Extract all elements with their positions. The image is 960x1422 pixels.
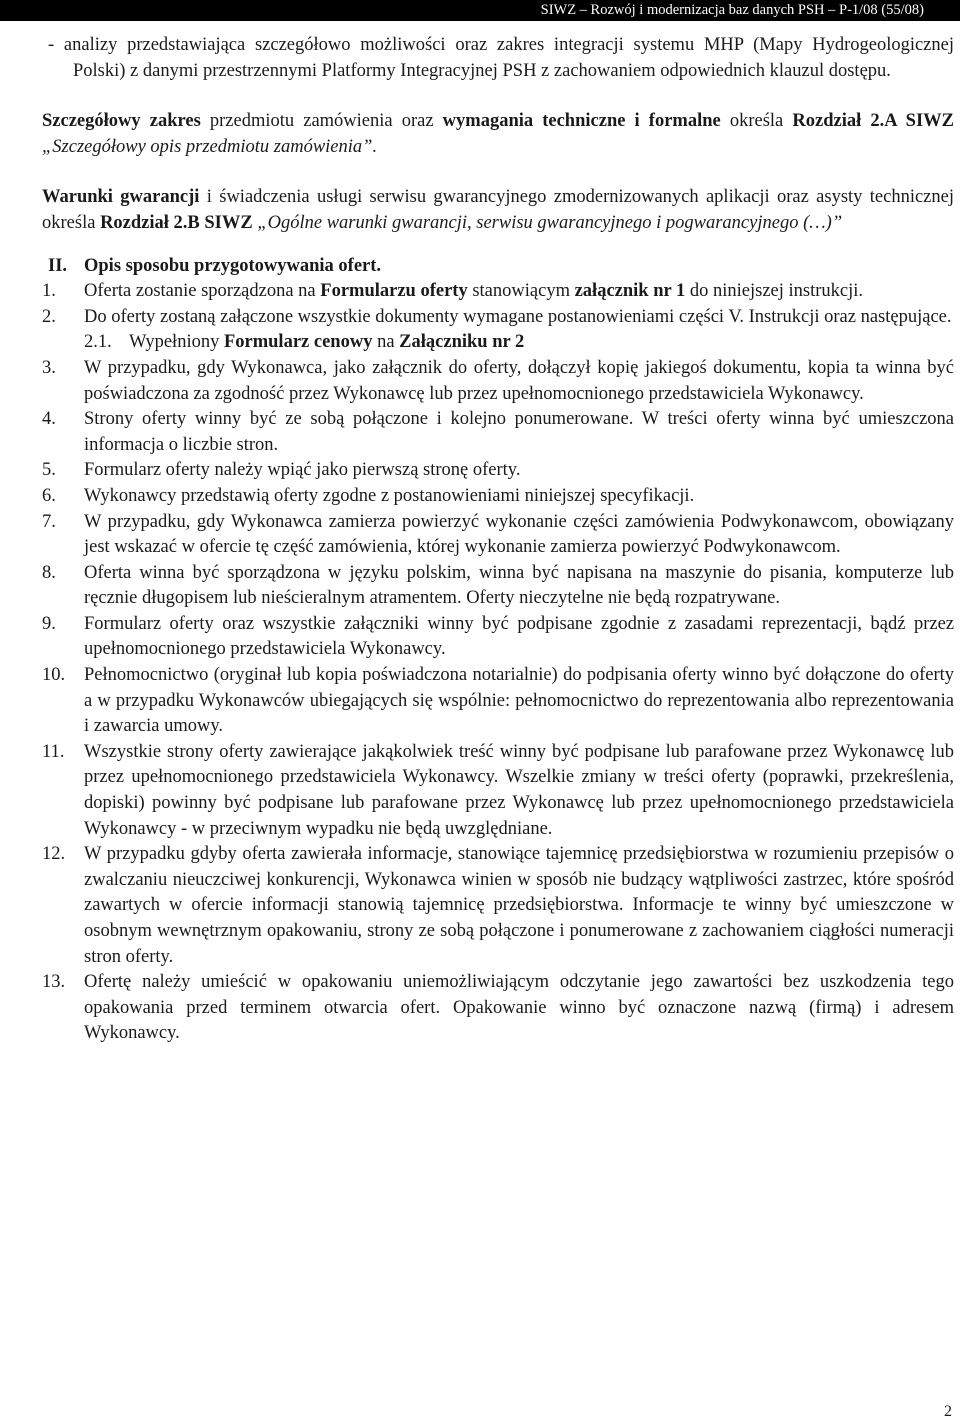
sub-list-item-text [129,330,524,356]
scope-italic-1: „Szczegółowy opis przedmiotu zamówienia”. [42,136,378,157]
list-item [42,279,954,305]
warranty-text-1: i świadczenia usługi serwisu gwarancyjnego zmodernizowanych aplikacji oraz asysty technicznej określa [42,187,954,233]
list-item-number: 9. [42,613,56,634]
document-header [0,0,960,21]
list-item-number: 8. [42,562,56,583]
item1-text-2: stanowiącym [467,281,575,302]
list-item [42,484,954,510]
list-item-number: 4. [42,409,56,430]
list-item-text: Formularz oferty oraz wszystkie załączniki winny być podpisane zgodnie z zasadami reprezentacji, bądź przez upełnomocnionego przedstawiciela Wykonawcy. [84,613,954,660]
instructions-list [42,279,954,1047]
list-item-text: Strony oferty winny być ze sobą połączone i kolejno ponumerowane. W treści oferty winna być umieszczona informacja o liczbie stron. [84,409,954,455]
scope-bold-2: wymagania techniczne i formalne [442,111,721,132]
list-item [42,740,954,842]
list-item-number: 12. [42,844,66,865]
item1-bold-1: Formularzu oferty [320,281,468,302]
warranty-bold-2: Rozdział 2. [100,212,188,233]
list-item [42,458,954,484]
list-item-text: W przypadku gdyby oferta zawierała informacje, stanowiące tajemnicę przedsiębiorstwa w rozumieniu przepisów o zwalczaniu nieuczciwej konkurencji, Wykonawca winien w sposób nie budzący wątpliwości zastrzec, które spośród zawartych w ofercie informacji stanowią tajemnicę przedsiębiorstwa. Informacje te winny być umieszczone w osobnym wewnętrznym opakowaniu, strony ze sobą połączone i ponumerowane z zachowaniem ciągłości numeracji stron oferty. [84,844,954,967]
list-item-number: 2. [42,306,56,327]
list-item-text: Pełnomocnictwo (oryginał lub kopia poświadczona notarialnie) do podpisania oferty winno być dołączone do oferty a w przypadku Wykonawców ubiegających się wspólnie: pełnomocnictwo do reprezentowania albo reprezentowania i zawarcia umowy. [84,665,954,737]
page-number: 2 [944,1403,952,1420]
list-item-number: 11. [42,741,65,762]
list-item [42,612,954,663]
list-item-number: 3. [42,357,56,378]
list-item-number: 7. [42,511,56,532]
sub-list-item [42,330,954,356]
item21-bold-1: Formularz cenowy [223,332,373,353]
scope-text-1: przedmiotu zamówienia oraz [200,111,443,132]
sub-list-item-number: 2.1. [84,332,112,353]
list-item-number: 10. [42,665,66,686]
list-item-text: Do oferty zostaną załączone wszystkie dokumenty wymagane postanowieniami części V. Instrukcji oraz następujące. [84,306,952,327]
list-item-text: Oferta winna być sporządzona w języku polskim, winna być napisana na maszynie do pisania, komputerze lub ręcznie długopisem lub nieścieralnym atramentem. Oferty nieczytelne nie będą rozpatrywane. [84,562,954,609]
list-item [42,356,954,407]
item1-bold-2: załącznik nr 1 [574,281,686,302]
intro-paragraph-scope [42,109,954,160]
header-title: SIWZ – Rozwój i modernizacja baz danych PSH – P-1/08 (55/08) [540,2,924,18]
list-item [42,663,954,740]
intro-paragraph-analysis: - analizy przedstawiająca szczegółowo możliwości oraz zakres integracji systemu MHP (Mapy Hydrogeologicznej Polski) z danymi przestrzennymi Platformy Integracyjnej PSH z zachowaniem odpowiednich klauzul dostępu. [48,35,954,81]
document-body [42,33,954,1047]
list-item [42,970,954,1047]
list-item [42,407,954,458]
list-item-text: Formularz oferty należy wpiąć jako pierwszą stronę oferty. [84,460,521,481]
item1-text-3: do niniejszej instrukcji. [685,281,864,302]
list-item-text: W przypadku, gdy Wykonawca zamierza powierzyć wykonanie części zamówienia Podwykonawcom, obowiązany jest wskazać w ofercie tę część zamówienia, której wykonanie zamierza powierzyć Podwykonawcom. [84,511,954,558]
list-item-text [84,279,954,305]
scope-text-2: określa [720,111,793,132]
item21-text-2: na [372,332,400,353]
list-item-number: 6. [42,485,56,506]
item1-text-1: Oferta zostanie sporządzona na [84,281,321,302]
list-item [42,842,954,970]
list-item-number: 13. [42,972,66,993]
warranty-text-2: B SIWZ [187,212,258,233]
list-item [42,305,954,331]
warranty-bold-1: Warunki gwarancji [42,187,200,208]
intro-paragraph-warranty [42,185,954,236]
list-item-text: W przypadku, gdy Wykonawca, jako załącznik do oferty, dołączył kopię jakiegoś dokumentu, kopia ta winna być poświadczona za zgodność przez Wykonawcę lub przez upełnomocnionego przedstawiciela Wykonawcy. [84,357,954,404]
list-item-text: Ofertę należy umieścić w opakowaniu uniemożliwiającym odczytanie jego zawartości bez uszkodzenia tego opakowania przed terminem otwarcia ofert. Opakowanie winno być oznaczone nazwą (firmą) i adresem Wykonawcy. [84,972,954,1044]
list-item-number: 1. [42,281,56,302]
section-title: Opis sposobu przygotowywania ofert. [84,255,382,276]
scope-text-3: A SIWZ [884,111,954,132]
item21-bold-2: Załączniku nr 2 [399,332,525,353]
list-item [42,561,954,612]
list-item-text: Wszystkie strony oferty zawierające jakąkolwiek treść winny być podpisane lub parafowane przez Wykonawcę lub przez upełnomocnionego przedstawiciela Wykonawcy. Wszelkie zmiany w treści oferty (poprawki, przekreślenia, dopiski) powinny być podpisane lub parafowane przez Wykonawcę lub przez upełnomocnionego przedstawiciela Wykonawcy - w przeciwnym wypadku nie będą uwzględniane. [84,741,954,839]
item21-text-1: Wypełniony [129,332,224,353]
list-item [42,510,954,561]
list-item-number: 5. [42,460,56,481]
warranty-italic-1: „Ogólne warunki gwarancji, serwisu gwarancyjnego i pogwarancyjnego (…)” [257,212,843,233]
section-heading [42,254,954,280]
scope-bold-1: Szczegółowy zakres [42,111,201,132]
scope-bold-3: Rozdział 2. [792,111,885,132]
list-item-text: Wykonawcy przedstawią oferty zgodne z postanowieniami niniejszej specyfikacji. [84,485,695,506]
section-number: II. [48,255,68,276]
